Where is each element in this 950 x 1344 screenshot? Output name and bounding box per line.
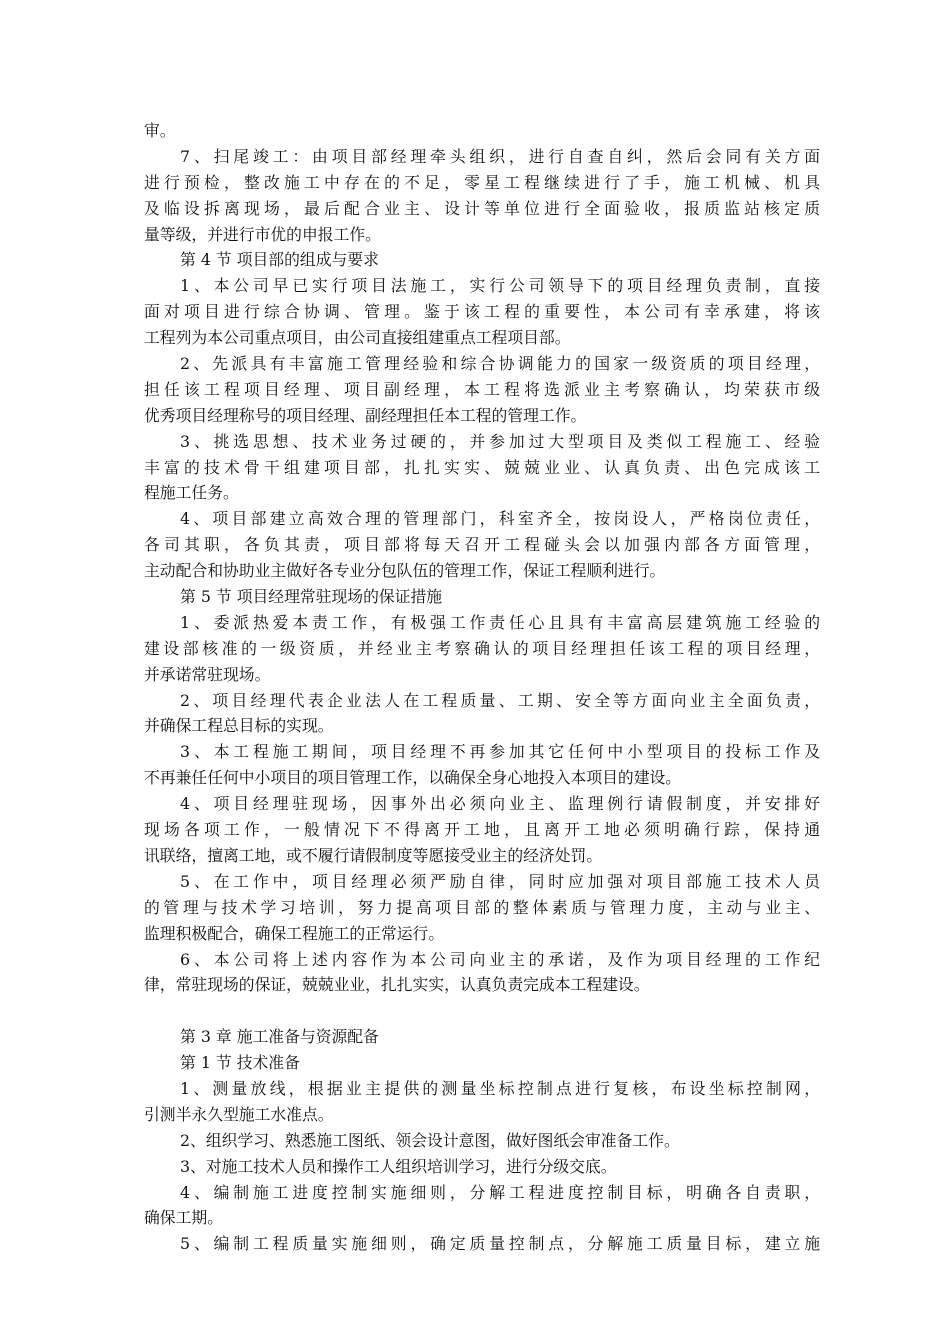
text-line: 1、委派热爱本责工作，有极强工作责任心且具有丰富高层建筑施工经验的 (180, 612, 820, 632)
text-line: 优秀项目经理称号的项目经理、副经理担任本工程的管理工作。 (144, 405, 587, 425)
text-line: 律，常驻现场的保证，兢兢业业，扎扎实实，认真负责完成本工程建设。 (144, 975, 650, 995)
text-line: 主动配合和协助业主做好各专业分包队伍的管理工作，保证工程顺利进行。 (144, 561, 666, 581)
text-line: 2、组织学习、熟悉施工图纸、领会设计意图，做好图纸会审准备工作。 (180, 1130, 680, 1150)
text-line: 建设部核准的一级资质，并经业主考察确认的项目经理担任该工程的项目经理， (144, 638, 820, 658)
text-line: 确保工期。 (144, 1208, 223, 1228)
text-line: 并确保工程总目标的实现。 (144, 716, 334, 736)
document-page (144, 118, 820, 1257)
text-line: 2、先派具有丰富施工管理经验和综合协调能力的国家一级资质的项目经理， (180, 354, 820, 374)
text-line: 进行预检，整改施工中存在的不足，零星工程继续进行了手，施工机械、机具 (144, 172, 820, 192)
text-line: 各司其职，各负其责，项目部将每天召开工程碰头会以加强内部各方面管理， (144, 535, 820, 555)
text-line: 3、挑选思想、技术业务过硬的，并参加过大型项目及类似工程施工、经验 (180, 431, 820, 451)
text-line: 监理积极配合，确保工程施工的正常运行。 (144, 923, 445, 943)
text-line: 第 4 节 项目部的组成与要求 (180, 250, 379, 270)
text-line: 担任该工程项目经理、项目副经理，本工程将选派业主考察确认，均荣获市级 (144, 379, 820, 399)
text-line: 7、扫尾竣工：由项目部经理牵头组织，进行自查自纠，然后会同有关方面 (180, 146, 820, 166)
text-line: 引测半永久型施工水准点。 (144, 1104, 334, 1124)
text-line: 5、在工作中，项目经理必须严励自律，同时应加强对项目部施工技术人员 (180, 871, 820, 891)
text-line: 1、本公司早已实行项目法施工，实行公司领导下的项目经理负责制，直接 (180, 276, 820, 296)
text-line: 1、测量放线，根据业主提供的测量坐标控制点进行复核，布设坐标控制网， (180, 1078, 820, 1098)
text-line: 6、本公司将上述内容作为本公司向业主的承诺，及作为项目经理的工作纪 (180, 949, 820, 969)
text-line: 量等级，并进行市优的申报工作。 (144, 224, 381, 244)
text-line: 并承诺常驻现场。 (144, 664, 271, 684)
text-line: 第 3 章 施工准备与资源配备 (180, 1027, 379, 1047)
text-line: 讯联络，擅离工地，或不履行请假制度等愿接受业主的经济处罚。 (144, 845, 603, 865)
text-line: 3、对施工技术人员和操作工人组织培训学习，进行分级交底。 (180, 1156, 617, 1176)
text-line: 现场各项工作，一般情况下不得离开工地，且离开工地必须明确行踪，保持通 (144, 820, 820, 840)
text-line: 第 1 节 技术准备 (180, 1053, 300, 1073)
text-line: 的管理与技术学习培训，努力提高项目部的整体素质与管理力度，主动与业主、 (144, 897, 820, 917)
text-line: 3、本工程施工期间，项目经理不再参加其它任何中小型项目的投标工作及 (180, 742, 820, 762)
text-line: 审。 (144, 121, 176, 140)
blank-line (144, 998, 820, 1024)
text-line: 4、编制施工进度控制实施细则，分解工程进度控制目标，明确各自责职， (180, 1182, 820, 1202)
text-line: 不再兼任任何中小项目的项目管理工作，以确保全身心地投入本项目的建设。 (144, 768, 682, 788)
text-line: 及临设拆离现场，最后配合业主、设计等单位进行全面验收，报质监站核定质 (144, 198, 820, 218)
text-line: 工程列为本公司重点项目，由公司直接组建重点工程项目部。 (144, 328, 571, 348)
text-line: 第 5 节 项目经理常驻现场的保证措施 (180, 587, 443, 607)
text-line: 程施工任务。 (144, 483, 239, 503)
text-line: 丰富的技术骨干组建项目部，扎扎实实、兢兢业业、认真负责、出色完成该工 (144, 457, 820, 477)
text-line: 5、编制工程质量实施细则，确定质量控制点，分解施工质量目标，建立施 (180, 1234, 820, 1254)
text-line: 4、项目经理驻现场，因事外出必须向业主、监理例行请假制度，并安排好 (180, 794, 820, 814)
text-line: 面对项目进行综合协调、管理。鉴于该工程的重要性，本公司有幸承建，将该 (144, 302, 820, 322)
text-line: 4、项目部建立高效合理的管理部门，科室齐全，按岗设人，严格岗位责任， (180, 509, 820, 529)
text-line: 2、项目经理代表企业法人在工程质量、工期、安全等方面向业主全面负责， (180, 690, 820, 710)
